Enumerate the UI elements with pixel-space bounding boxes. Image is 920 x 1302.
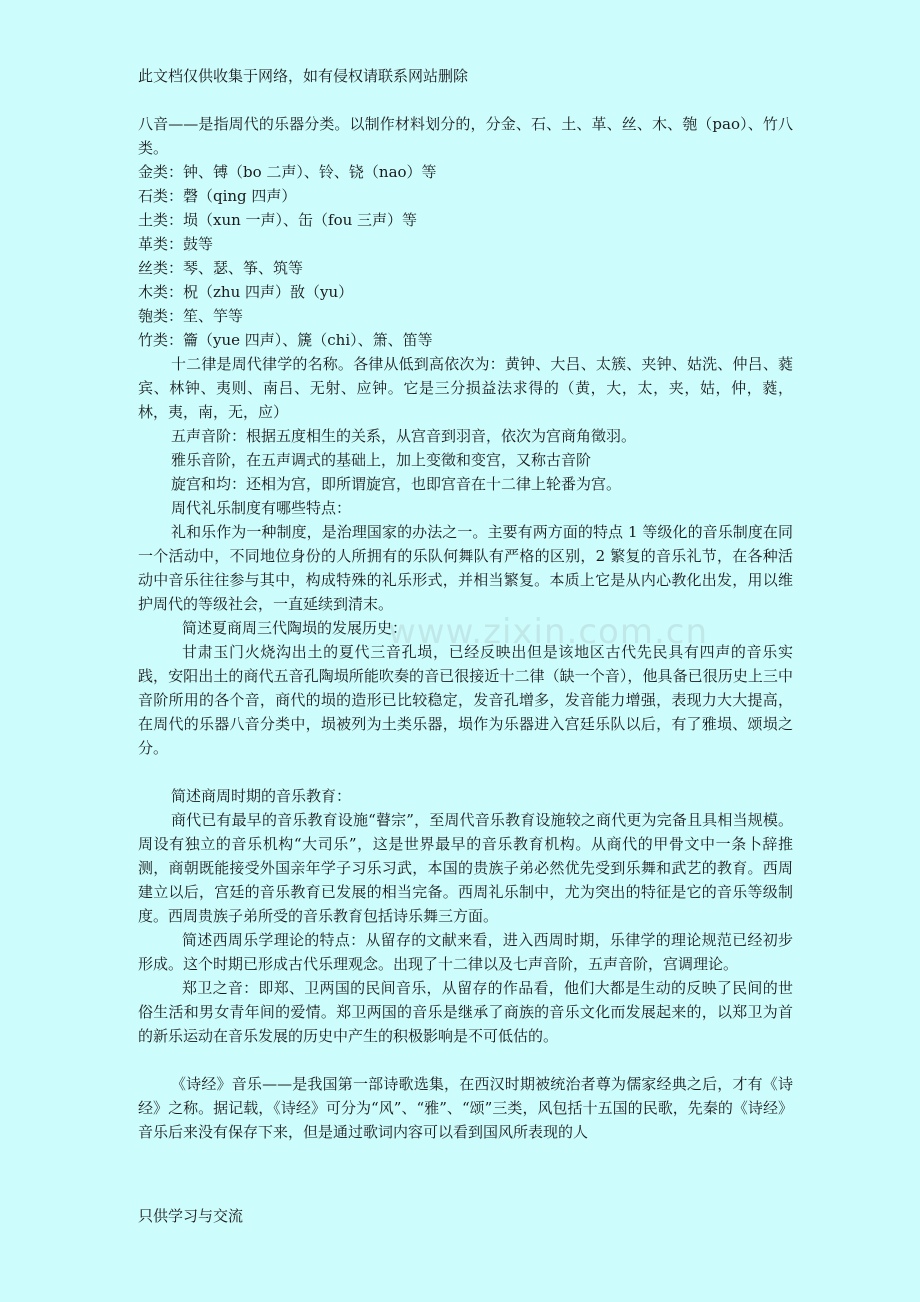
paragraph-jiaoyu: 商代已有最早的音乐教育设施“瞽宗”，至周代音乐教育设施较之商代更为完备且具相当规模。周设有独立的音乐机构“大司乐”，这是世界最早的音乐教育机构。从商代的甲骨文中一条卜辞推测，商朝既能接受外国亲年学子习乐习武，本国的贵族子弟必然优先受到乐舞和武艺的教育。西周建立以后，宫廷的音乐教育已发展的相当完备。西周礼乐制中，尤为突出的特征是它的音乐等级制度。西周贵族子弟所受的音乐教育包括诗乐舞三方面。	[138, 811, 793, 925]
paragraph-zhu: 竹类：籥（yue 四声）、篪（chi）、箫、笛等	[138, 331, 433, 349]
paragraph-yayue: 雅乐音阶，在五声调式的基础上，加上变徵和变宫，又称古音阶	[171, 451, 592, 469]
paragraph-xuangong: 旋宫和均：还相为宫，即所谓旋宫，也即宫音在十二律上轮番为宫。	[171, 475, 622, 493]
paragraph-liyue: 礼和乐作为一种制度，是治理国家的办法之一。主要有两方面的特点 1 等级化的音乐制度在同一个活动中，不同地位身份的人所拥有的乐队何舞队有严格的区别，2 繁复的音乐礼节，在各种活动中音乐往往参与其中，构成特殊的礼乐形式，并相当繁复。本质上它是从内心教化出发，用以维护周代的等级社会，一直延续到清末。	[138, 523, 793, 613]
paragraph-yuexue: 简述西周乐学理论的特点：从留存的文献来看，进入西周时期，乐律学的理论规范已经初步形成。这个时期已形成古代乐理观念。出现了十二律以及七声音阶，五声音阶，宫调理论。	[138, 931, 793, 973]
watermark: www.zixin.com.cn	[388, 612, 708, 652]
paragraph-zhengwei: 郑卫之音：即郑、卫两国的民间音乐，从留存的作品看，他们大都是生动的反映了民间的世俗生活和男女青年间的爱情。郑卫两国的音乐是继承了商族的音乐文化而发展起来的，以郑卫为首的新乐运动在音乐发展的历史中产生的积极影响是不可低估的。	[138, 979, 793, 1045]
page-footer: 只供学习与交流	[138, 1207, 244, 1225]
paragraph-taoxun: 甘肃玉门火烧沟出土的夏代三音孔埙，已经反映出但是该地区古代先民具有四声的音乐实践，安阳出土的商代五音孔陶埙所能吹奏的音已很接近十二律（缺一个音），他具备已很历史上三中音阶所用的各个音，商代的埙的造形已比较稳定，发音孔增多，发音能力增强，表现力大大提高，在周代的乐器八音分类中，埙被列为土类乐器，埙作为乐器进入宫廷乐队以后，有了雅埙、颂埙之分。	[138, 643, 793, 757]
paragraph-mu: 木类：柷（zhu 四声）敔（yu）	[138, 283, 354, 301]
blank-line	[138, 760, 793, 784]
paragraph-bayin: 八音——是指周代的乐器分类。以制作材料划分的，分金、石、土、革、丝、木、匏（pao）、竹八类。	[138, 115, 793, 157]
page-header: 此文档仅供收集于网络，如有侵权请联系网站删除	[138, 67, 469, 85]
paragraph-shierlv: 十二律是周代律学的名称。各律从低到高依次为：黄钟、大吕、太簇、夹钟、姑洗、仲吕、蕤宾、林钟、夷则、南吕、无射、应钟。它是三分损益法求得的（黄，大，太，夹，姑，仲，蕤，林，夷，南，无，应）	[138, 355, 793, 421]
paragraph-ge: 革类：鼓等	[138, 235, 214, 253]
paragraph-pao: 匏类：笙、竽等	[138, 307, 244, 325]
paragraph-wusheng: 五声音阶：根据五度相生的关系，从宫音到羽音，依次为宫商角徵羽。	[171, 427, 637, 445]
paragraph-si: 丝类：琴、瑟、筝、筑等	[138, 259, 304, 277]
heading-jiaoyu: 简述商周时期的音乐教育：	[171, 787, 352, 805]
paragraph-jin: 金类：钟、镈（bo 二声）、铃、铙（nao）等	[138, 163, 437, 181]
heading-taoxun: 简述夏商周三代陶埙的发展历史：	[182, 619, 408, 637]
heading-liyue: 周代礼乐制度有哪些特点：	[171, 499, 352, 517]
paragraph-shijing: 《诗经》音乐——是我国第一部诗歌选集，在西汉时期被统治者尊为儒家经典之后，才有《诗经》之称。据记载，《诗经》可分为“风”、“雅”、“颂”三类，风包括十五国的民歌，先秦的《诗经》音乐后来没有保存下来，但是通过歌词内容可以看到国风所表现的人	[138, 1075, 793, 1141]
blank-line	[138, 1048, 793, 1072]
paragraph-tu: 土类：埙（xun 一声）、缶（fou 三声）等	[138, 211, 418, 229]
paragraph-shi: 石类：磬（qing 四声）	[138, 187, 297, 205]
